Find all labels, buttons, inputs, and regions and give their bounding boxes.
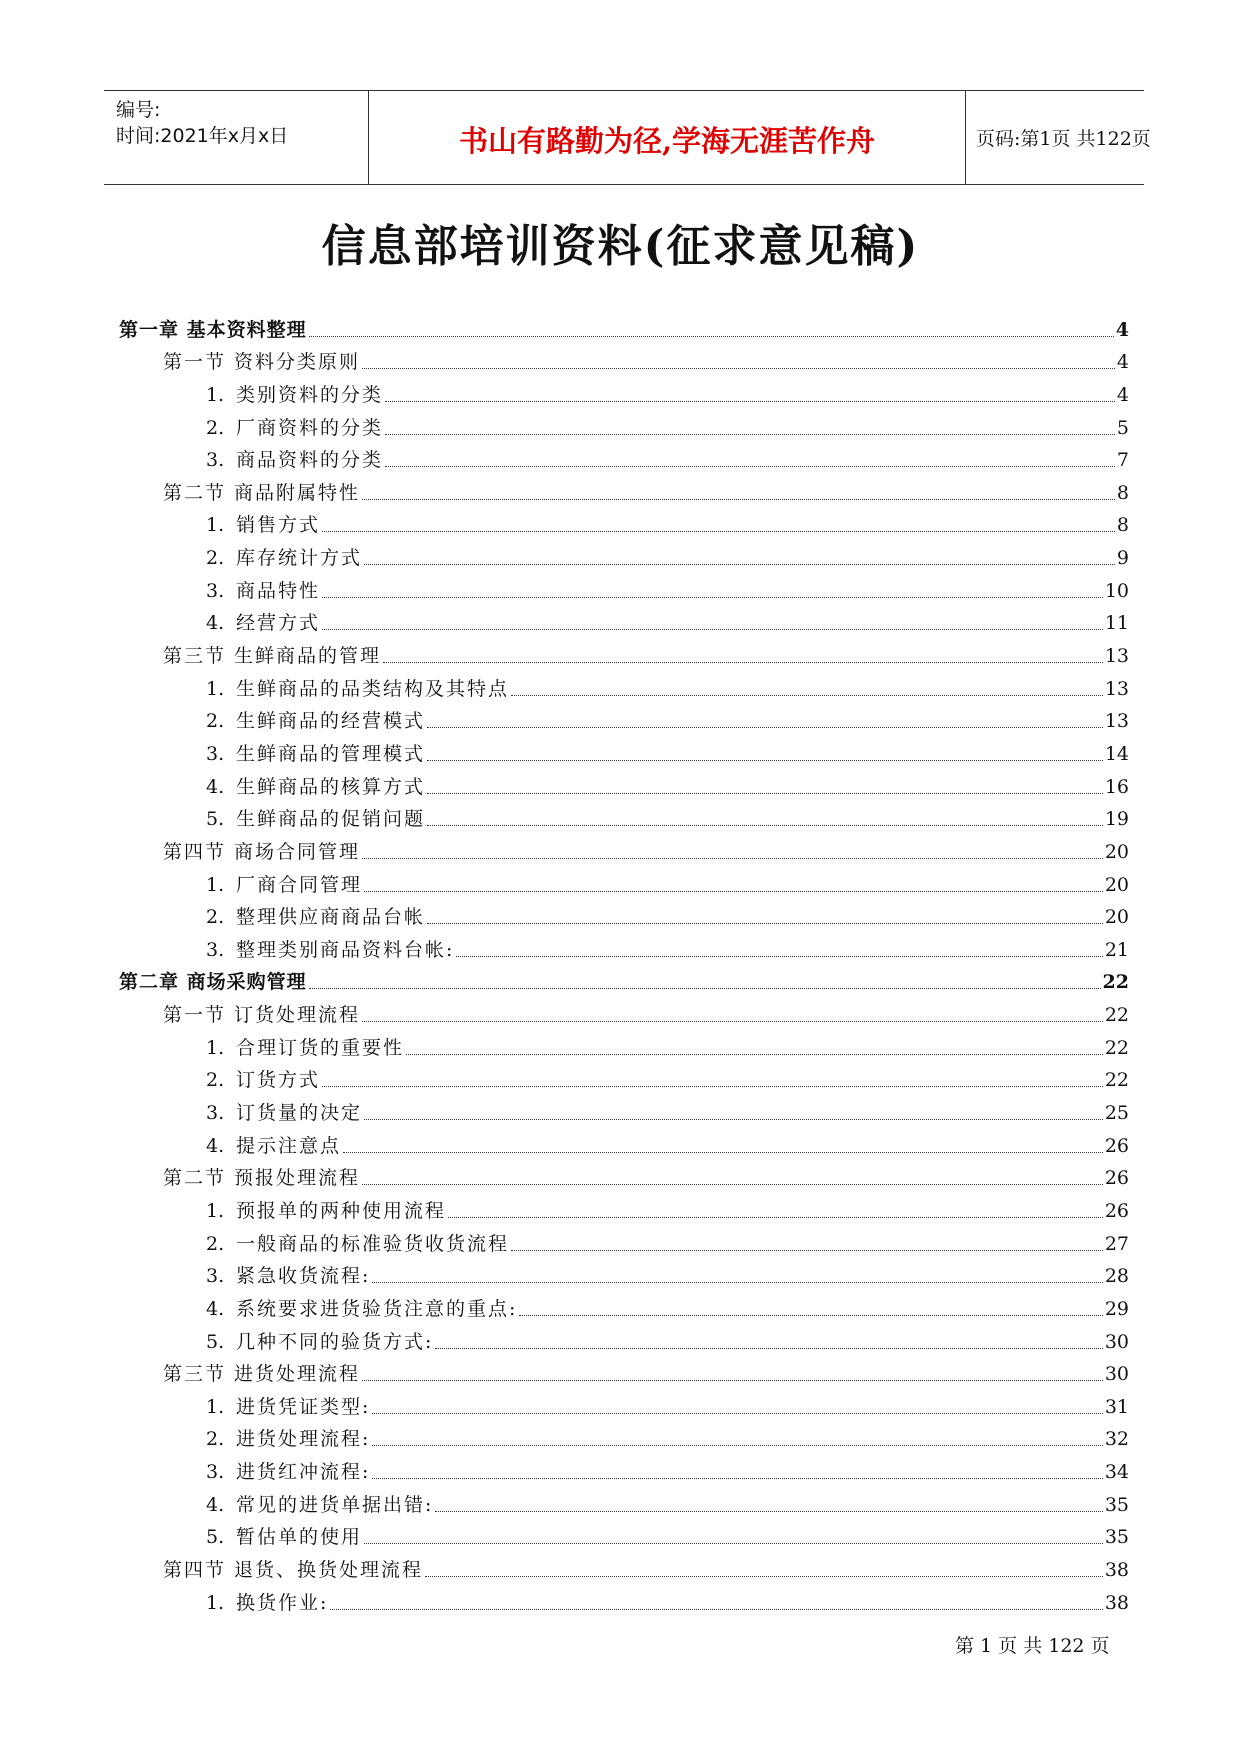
toc-entry-text: 生鲜商品的品类结构及其特点 (236, 677, 510, 700)
dot-leader (322, 1086, 1103, 1087)
toc-entry-text: 提示注意点 (236, 1134, 342, 1157)
toc-entry-label (206, 1200, 446, 1222)
toc-entry-text: 整理类别商品资料台帐: (236, 938, 455, 961)
toc-entry-item[interactable] (119, 671, 1129, 704)
toc-entry-page: 38 (1104, 1591, 1129, 1614)
toc-entry-label (206, 743, 425, 765)
toc-entry-item[interactable] (119, 1259, 1129, 1292)
toc-entry-text: 第二节 商品附属特性 (163, 481, 361, 504)
toc-entry-label (206, 776, 425, 798)
toc-entry-page: 22 (1104, 1004, 1129, 1027)
toc-entry-page: 26 (1104, 1199, 1129, 1222)
number-label: 编号: (116, 99, 161, 121)
toc-entry-item[interactable] (119, 704, 1129, 737)
toc-entry-number: 2. (206, 906, 225, 929)
dot-leader (372, 1445, 1102, 1446)
toc-entry-number: 2. (206, 1069, 225, 1092)
toc-entry-item[interactable] (119, 1454, 1129, 1487)
toc-entry-item[interactable] (119, 508, 1129, 541)
toc-entry-page: 25 (1104, 1102, 1129, 1125)
toc-entry-page: 7 (1116, 449, 1129, 472)
toc-entry-number: 4. (206, 1297, 225, 1320)
dot-leader (362, 368, 1115, 369)
dot-leader (309, 988, 1101, 989)
motto-text: 书山有路勤为径,学海无涯苦作舟 (458, 124, 876, 158)
toc-entry-label (206, 1102, 362, 1124)
toc-entry-number: 3. (206, 1461, 225, 1484)
toc-entry-text: 第四节 商场合同管理 (163, 840, 361, 863)
toc-entry-section[interactable] (119, 1552, 1129, 1585)
toc-entry-text: 销售方式 (236, 514, 321, 537)
toc-entry-item[interactable] (119, 1193, 1129, 1226)
toc-entry-text: 整理供应商商品台帐 (236, 906, 426, 929)
toc-entry-text: 类别资料的分类 (236, 383, 384, 406)
toc-entry-section[interactable] (119, 997, 1129, 1030)
toc-entry-item[interactable] (119, 1030, 1129, 1063)
toc-entry-label (163, 1559, 423, 1581)
toc-entry-page: 16 (1104, 775, 1129, 798)
dot-leader (362, 499, 1115, 500)
toc-entry-text: 订货方式 (236, 1069, 321, 1092)
dot-leader (364, 564, 1115, 565)
toc-entry-number: 1. (206, 1036, 225, 1059)
toc-entry-text: 合理订货的重要性 (236, 1036, 405, 1059)
toc-entry-item[interactable] (119, 769, 1129, 802)
toc-entry-item[interactable] (119, 1128, 1129, 1161)
toc-entry-label (206, 417, 383, 439)
toc-entry-label (206, 449, 383, 471)
toc-entry-text: 紧急收货流程: (236, 1265, 371, 1288)
toc-entry-item[interactable] (119, 867, 1129, 900)
dot-leader (427, 760, 1103, 761)
toc-entry-item[interactable] (119, 1095, 1129, 1128)
dot-leader (406, 1054, 1103, 1055)
toc-entry-item[interactable] (119, 1291, 1129, 1324)
toc-entry-item[interactable] (119, 736, 1129, 769)
toc-entry-section[interactable] (119, 475, 1129, 508)
toc-entry-page: 26 (1104, 1134, 1129, 1157)
dot-leader (322, 531, 1115, 532)
toc-entry-label (206, 939, 454, 961)
toc-entry-item[interactable] (119, 573, 1129, 606)
toc-entry-number: 2. (206, 1428, 225, 1451)
toc-entry-page: 10 (1104, 579, 1129, 602)
toc-entry-page: 13 (1104, 710, 1129, 733)
toc-entry-text: 第一节 资料分类原则 (163, 351, 361, 374)
dot-leader (427, 825, 1103, 826)
toc-entry-section[interactable] (119, 1357, 1129, 1390)
toc-entry-item[interactable] (119, 1520, 1129, 1553)
dot-leader (362, 1021, 1103, 1022)
toc-entry-text: 一般商品的标准验货收货流程 (236, 1232, 510, 1255)
toc-entry-text: 生鲜商品的管理模式 (236, 742, 426, 765)
toc-entry-item[interactable] (119, 540, 1129, 573)
dot-leader (330, 1609, 1102, 1610)
toc-entry-text: 生鲜商品的经营模式 (236, 710, 426, 733)
toc-entry-number: 1. (206, 1199, 225, 1222)
dot-leader (362, 1380, 1103, 1381)
toc-entry-item[interactable] (119, 377, 1129, 410)
dot-leader (362, 858, 1103, 859)
toc-entry-label (206, 1461, 370, 1483)
toc-entry-text: 商品资料的分类 (236, 449, 384, 472)
toc-entry-page: 32 (1104, 1428, 1129, 1451)
toc-entry-label (163, 482, 360, 504)
toc-entry-page: 8 (1116, 481, 1129, 504)
toc-entry-page: 14 (1104, 742, 1129, 765)
dot-leader (372, 1478, 1102, 1479)
toc-entry-number: 5. (206, 1330, 225, 1353)
toc-entry-label (163, 1004, 360, 1026)
toc-entry-label (206, 710, 425, 732)
toc-entry-section[interactable] (119, 1161, 1129, 1194)
toc-entry-number: 1. (206, 1395, 225, 1418)
toc-entry-text: 几种不同的验货方式: (236, 1330, 434, 1353)
toc-entry-text: 订货量的决定 (236, 1102, 363, 1125)
toc-entry-item[interactable] (119, 1422, 1129, 1455)
toc-entry-number: 1. (206, 1591, 225, 1614)
toc-entry-number: 1. (206, 383, 225, 406)
toc-entry-item[interactable] (119, 1487, 1129, 1520)
toc-entry-text: 生鲜商品的促销问题 (236, 808, 426, 831)
header-table (104, 90, 1151, 185)
header-page-cell (964, 91, 1151, 184)
toc-entry-text: 第四节 退货、换货处理流程 (163, 1558, 424, 1581)
toc-entry-label (206, 1396, 370, 1418)
toc-entry-label (206, 1428, 370, 1450)
toc-entry-label (206, 612, 320, 634)
time-label: 时间:2021年x月x日 (116, 125, 289, 147)
toc-entry-number: 2. (206, 1232, 225, 1255)
toc-entry-page: 9 (1116, 547, 1129, 570)
toc-entry-number: 3. (206, 1102, 225, 1125)
dot-leader (343, 1152, 1103, 1153)
toc-entry-text: 第一节 订货处理流程 (163, 1004, 361, 1027)
page-footer: 第 1 页 共 122 页 (955, 1635, 1110, 1657)
toc-entry-page: 35 (1104, 1526, 1129, 1549)
toc-entry-item[interactable] (119, 932, 1129, 965)
toc-entry-page: 28 (1104, 1265, 1129, 1288)
toc-entry-item[interactable] (119, 1226, 1129, 1259)
toc-entry-number: 1. (206, 514, 225, 537)
toc-entry-text: 进货处理流程: (236, 1428, 371, 1451)
dot-leader (385, 401, 1115, 402)
toc-entry-chapter[interactable] (119, 312, 1129, 345)
toc-entry-page: 22 (1104, 1069, 1129, 1092)
toc-entry-text: 第三节 生鲜商品的管理 (163, 645, 382, 668)
toc-entry-item[interactable] (119, 802, 1129, 835)
toc-entry-number: 2. (206, 710, 225, 733)
toc-entry-text: 商品特性 (236, 579, 321, 602)
dot-leader (511, 695, 1103, 696)
toc-entry-number: 1. (206, 677, 225, 700)
toc-entry-text: 第一章 基本资料整理 (119, 318, 307, 341)
toc-entry-text: 常见的进货单据出错: (236, 1493, 434, 1516)
toc-entry-text: 库存统计方式 (236, 547, 363, 570)
toc-entry-label (163, 841, 360, 863)
toc-entry-label (119, 319, 307, 341)
toc-entry-number: 2. (206, 416, 225, 439)
toc-entry-section[interactable] (119, 834, 1129, 867)
toc-entry-number: 1. (206, 873, 225, 896)
toc-entry-label (206, 547, 362, 569)
toc-entry-item[interactable] (119, 443, 1129, 476)
dot-leader (435, 1511, 1102, 1512)
toc-entry-label (163, 1363, 360, 1385)
dot-leader (511, 1250, 1103, 1251)
dot-leader (372, 1413, 1102, 1414)
toc-entry-number: 5. (206, 808, 225, 831)
toc-entry-section[interactable] (119, 345, 1129, 378)
toc-entry-text: 厂商资料的分类 (236, 416, 384, 439)
toc-entry-page: 22 (1102, 971, 1129, 994)
toc-entry-number: 3. (206, 449, 225, 472)
toc-entry-page: 22 (1104, 1036, 1129, 1059)
dot-leader (427, 923, 1103, 924)
table-of-contents (119, 312, 1129, 1618)
dot-leader (364, 1543, 1103, 1544)
toc-entry-page: 30 (1104, 1363, 1129, 1386)
toc-entry-text: 厂商合同管理 (236, 873, 363, 896)
toc-entry-label (206, 384, 383, 406)
toc-entry-text: 进货红冲流程: (236, 1461, 371, 1484)
dot-leader (322, 597, 1103, 598)
toc-entry-page: 4 (1116, 383, 1129, 406)
toc-entry-page: 20 (1104, 906, 1129, 929)
toc-entry-label (206, 678, 509, 700)
toc-entry-number: 5. (206, 1526, 225, 1549)
toc-entry-number: 3. (206, 938, 225, 961)
toc-entry-number: 4. (206, 1493, 225, 1516)
toc-entry-label (206, 808, 425, 830)
toc-entry-page: 26 (1104, 1167, 1129, 1190)
toc-entry-text: 经营方式 (236, 612, 321, 635)
dot-leader (456, 956, 1102, 957)
toc-entry-label (206, 1135, 341, 1157)
dot-leader (435, 1348, 1102, 1349)
toc-entry-text: 暂估单的使用 (236, 1526, 363, 1549)
toc-entry-label (163, 645, 381, 667)
toc-entry-item[interactable] (119, 1324, 1129, 1357)
toc-entry-label (206, 1526, 362, 1548)
dot-leader (385, 434, 1115, 435)
toc-entry-page: 5 (1116, 416, 1129, 439)
dot-leader (362, 1184, 1103, 1185)
toc-entry-text: 第二节 预报处理流程 (163, 1167, 361, 1190)
toc-entry-page: 21 (1104, 938, 1129, 961)
toc-entry-number: 3. (206, 742, 225, 765)
toc-entry-label (206, 514, 320, 536)
header-motto-cell (368, 91, 966, 184)
header-left-cell (104, 91, 368, 184)
toc-entry-page: 8 (1116, 514, 1129, 537)
toc-entry-label (163, 1167, 360, 1189)
toc-entry-label (206, 1592, 328, 1614)
dot-leader (383, 662, 1103, 663)
toc-entry-page: 35 (1104, 1493, 1129, 1516)
toc-entry-item[interactable] (119, 1063, 1129, 1096)
toc-entry-page: 11 (1104, 612, 1129, 635)
toc-entry-label (206, 874, 362, 896)
toc-entry-label (206, 1037, 404, 1059)
dot-leader (364, 891, 1103, 892)
dot-leader (448, 1217, 1103, 1218)
toc-entry-text: 第三节 进货处理流程 (163, 1363, 361, 1386)
toc-entry-text: 生鲜商品的核算方式 (236, 775, 426, 798)
toc-entry-text: 进货凭证类型: (236, 1395, 371, 1418)
toc-entry-label (206, 1298, 517, 1320)
toc-entry-label (206, 1331, 433, 1353)
toc-entry-text: 系统要求进货验货注意的重点: (236, 1297, 518, 1320)
toc-entry-item[interactable] (119, 1585, 1129, 1618)
toc-entry-page: 30 (1104, 1330, 1129, 1353)
toc-entry-label (206, 1494, 433, 1516)
dot-leader (427, 727, 1103, 728)
toc-entry-page: 13 (1104, 645, 1129, 668)
toc-entry-label (206, 1069, 320, 1091)
toc-entry-item[interactable] (119, 606, 1129, 639)
toc-entry-page: 31 (1104, 1395, 1129, 1418)
toc-entry-item[interactable] (119, 900, 1129, 933)
toc-entry-page: 29 (1104, 1297, 1129, 1320)
dot-leader (519, 1315, 1102, 1316)
toc-entry-label (119, 971, 307, 993)
toc-entry-page: 34 (1104, 1461, 1129, 1484)
toc-entry-number: 2. (206, 547, 225, 570)
dot-leader (364, 1119, 1103, 1120)
toc-entry-page: 19 (1104, 808, 1129, 831)
toc-entry-text: 第二章 商场采购管理 (119, 971, 307, 994)
toc-entry-number: 3. (206, 1265, 225, 1288)
dot-leader (372, 1282, 1102, 1283)
toc-entry-page: 4 (1116, 351, 1129, 374)
toc-entry-text: 换货作业: (236, 1591, 329, 1614)
dot-leader (309, 336, 1114, 337)
toc-entry-number: 4. (206, 1134, 225, 1157)
toc-entry-section[interactable] (119, 638, 1129, 671)
dot-leader (322, 629, 1103, 630)
toc-entry-number: 4. (206, 612, 225, 635)
dot-leader (427, 793, 1103, 794)
toc-entry-label (206, 906, 425, 928)
toc-entry-page: 13 (1104, 677, 1129, 700)
toc-entry-label (206, 1265, 370, 1287)
dot-leader (425, 1576, 1103, 1577)
toc-entry-chapter[interactable] (119, 965, 1129, 998)
toc-entry-page: 4 (1115, 318, 1129, 341)
page-code: 页码:第1页 共122页 (976, 128, 1151, 150)
toc-entry-label (206, 1233, 509, 1255)
toc-entry-label (163, 351, 360, 373)
toc-entry-number: 3. (206, 579, 225, 602)
toc-entry-page: 38 (1104, 1558, 1129, 1581)
toc-entry-page: 27 (1104, 1232, 1129, 1255)
toc-entry-page: 20 (1104, 873, 1129, 896)
toc-entry-label (206, 580, 320, 602)
toc-entry-text: 预报单的两种使用流程 (236, 1199, 447, 1222)
toc-entry-number: 4. (206, 775, 225, 798)
dot-leader (385, 466, 1115, 467)
toc-entry-page: 20 (1104, 840, 1129, 863)
document-title: 信息部培训资料(征求意见稿) (321, 221, 920, 272)
toc-entry-item[interactable] (119, 1389, 1129, 1422)
toc-entry-item[interactable] (119, 410, 1129, 443)
